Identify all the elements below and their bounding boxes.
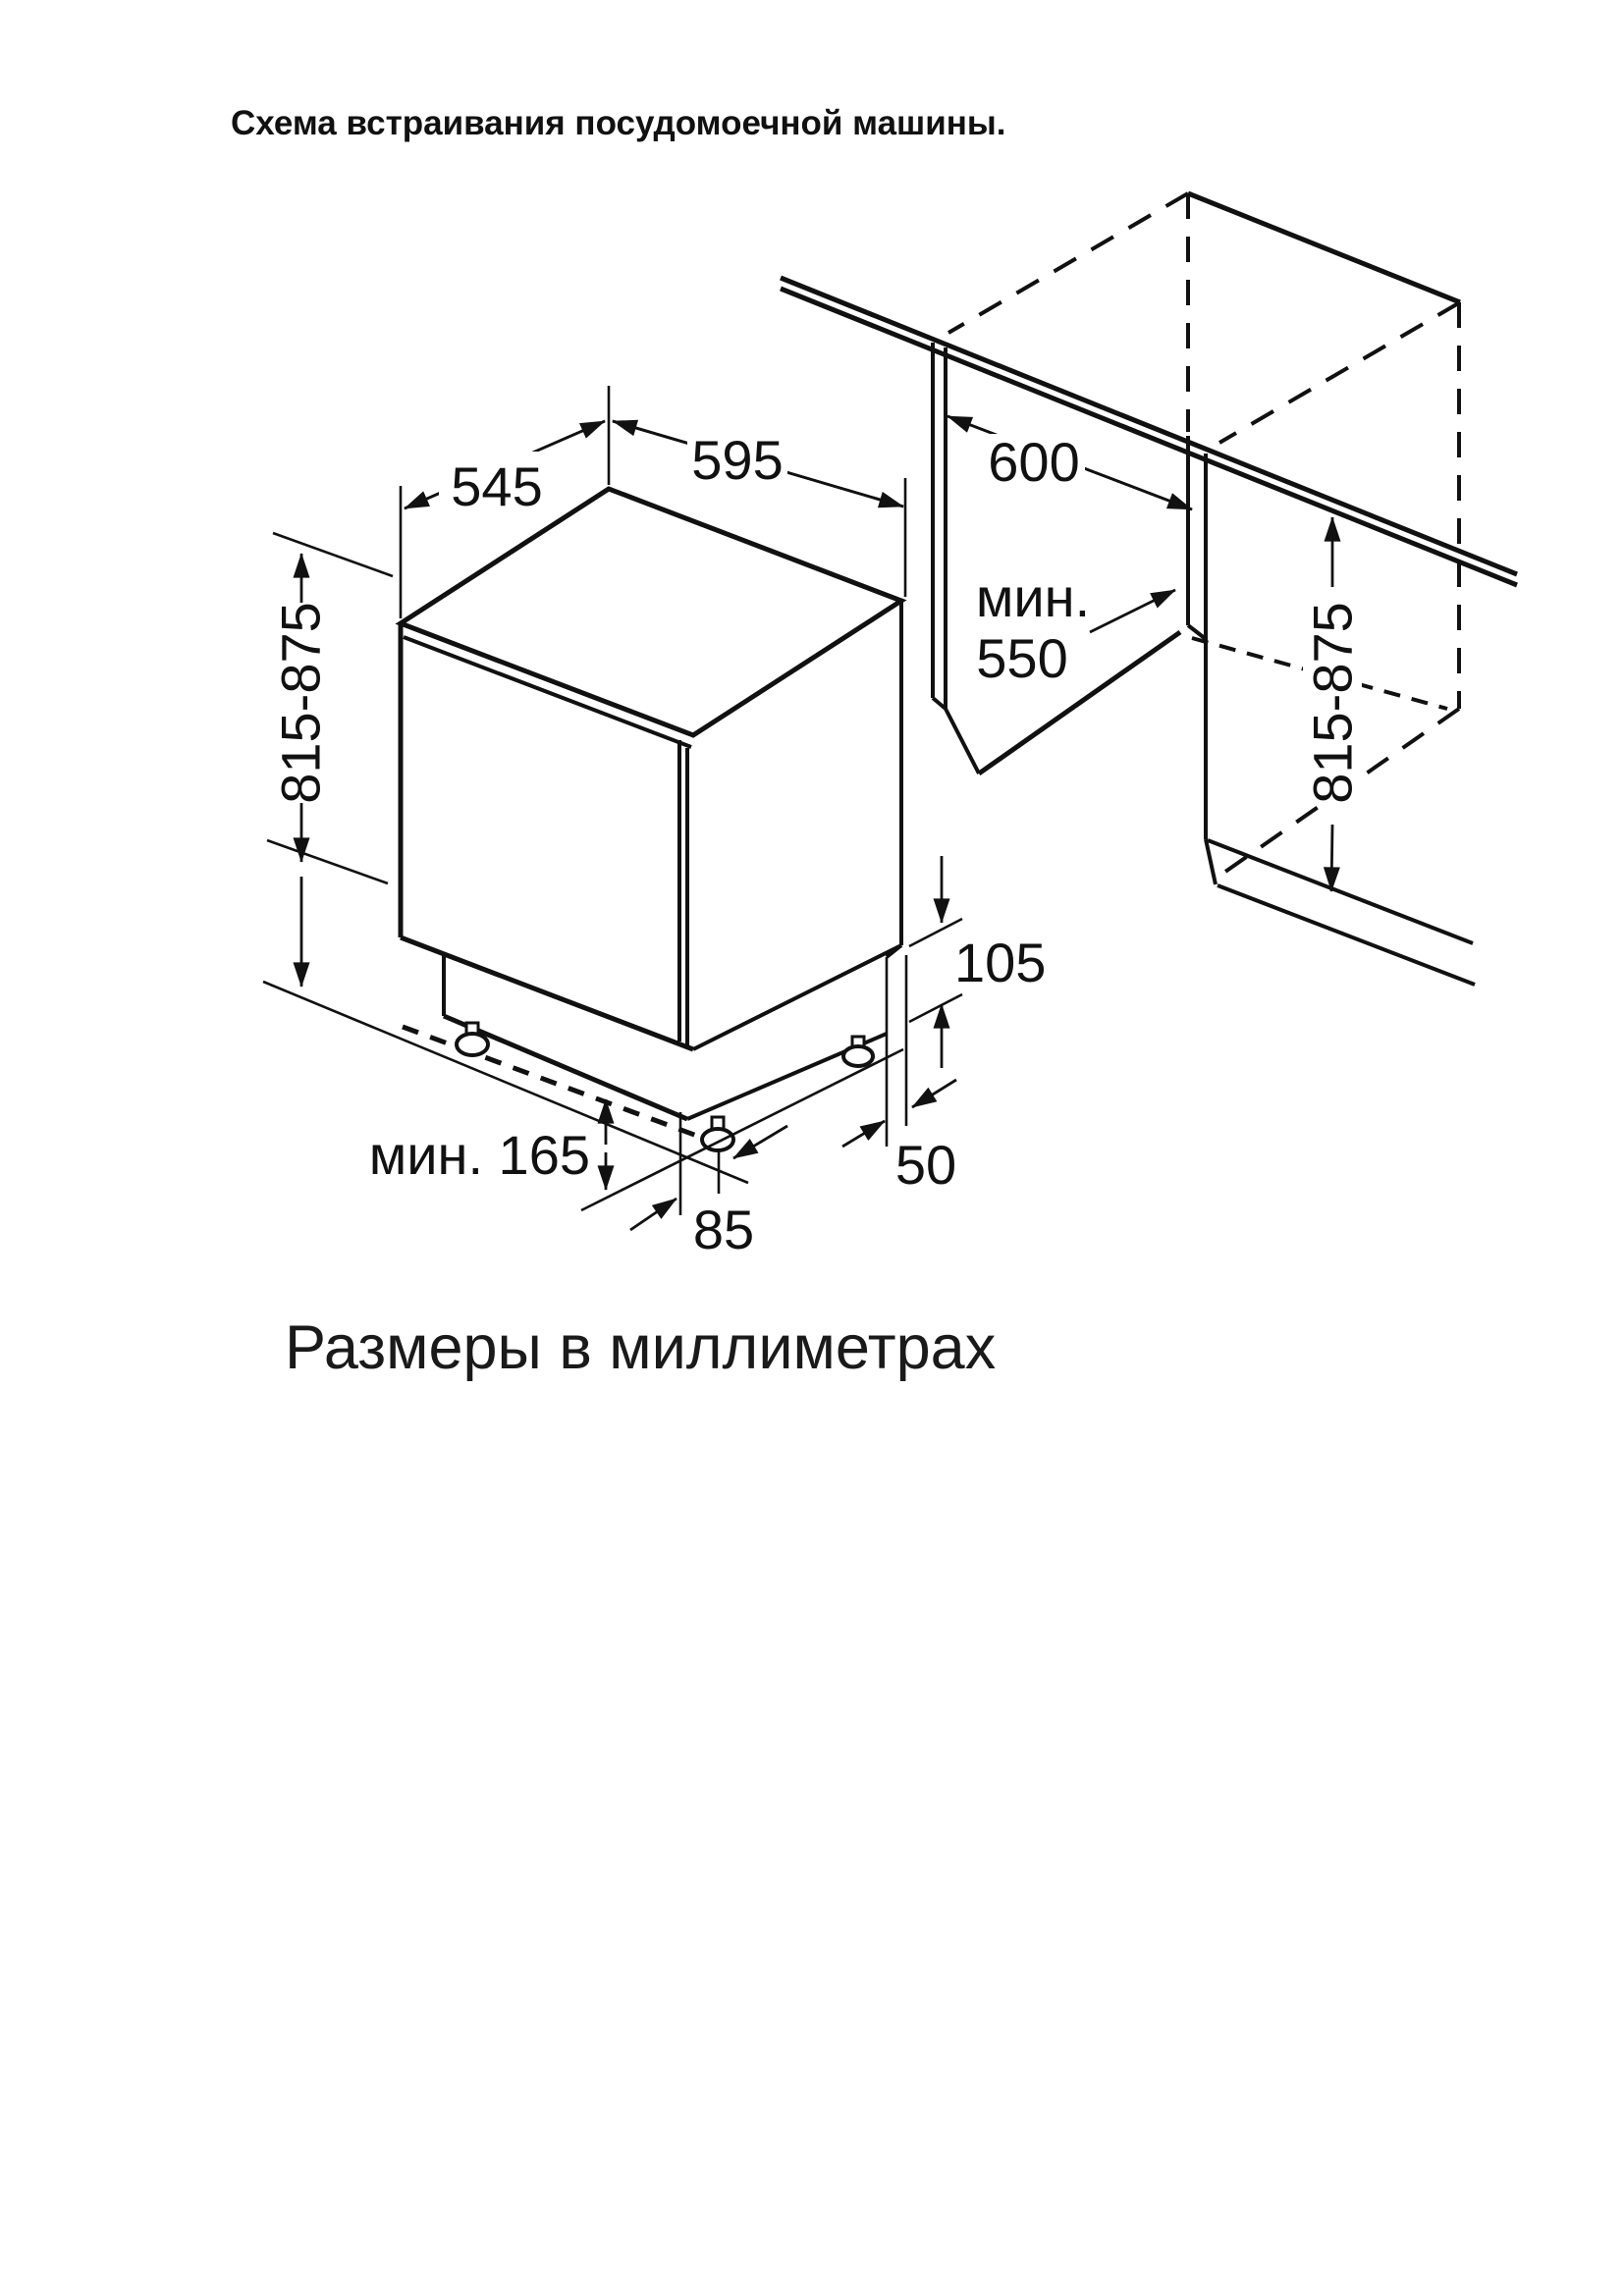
dim-label-base-min: мин. 165 xyxy=(368,1124,590,1186)
plinth-left-edge xyxy=(1206,839,1216,884)
worktop-edge-upper xyxy=(781,278,1517,574)
dw-foot-front-right xyxy=(702,1117,733,1150)
plinth-bottom-edge xyxy=(1218,885,1475,985)
dim-label-rear-clearance: 105 xyxy=(954,932,1047,993)
cabinet-niche-drawing xyxy=(781,193,1517,985)
dim-arrow-height-right-bottom xyxy=(1331,825,1332,891)
dw-side-bottom-edge xyxy=(693,945,901,1049)
plinth-top-edge xyxy=(1208,840,1473,943)
dim-label-plinth-inset: 50 xyxy=(894,1134,957,1196)
dim-label-niche-depth-min: мин. xyxy=(975,566,1091,628)
dw-top-face xyxy=(401,489,901,735)
label-backgrounds xyxy=(269,432,1362,804)
dishwasher-drawing xyxy=(263,489,906,1210)
dw-door-top-inner-edge xyxy=(404,637,691,747)
dim-label-niche-depth-value: 550 xyxy=(976,627,1068,689)
phantom-edge-top-front xyxy=(1219,302,1460,443)
dim-arrow-50-lower xyxy=(842,1121,885,1147)
niche-left-panel-base xyxy=(946,709,979,774)
phantom-edge-top-rear xyxy=(1188,193,1460,302)
dimension-arrows xyxy=(301,416,1332,1230)
dim-arrow-85-left xyxy=(630,1199,677,1230)
dim-label-niche-height-right: 815-875 xyxy=(1301,602,1364,804)
units-caption: Размеры в миллиметрах xyxy=(285,1313,997,1382)
dim-arrow-550 xyxy=(1090,590,1175,632)
dim-label-dw-depth: 545 xyxy=(451,455,543,517)
floor-line-side xyxy=(581,1049,903,1210)
dim-label-dw-width: 595 xyxy=(691,429,784,491)
phantom-edge-top-left xyxy=(948,193,1188,333)
dim-label-dw-height-left: 815-875 xyxy=(269,602,332,804)
niche-right-wall-corner xyxy=(1188,625,1206,639)
dim-label-niche-width: 600 xyxy=(988,431,1080,493)
ext-rear-clearance-bottom xyxy=(909,994,962,1022)
ext-height-mid xyxy=(267,840,388,883)
dim-label-foot-offset: 85 xyxy=(692,1199,755,1260)
dimension-labels xyxy=(270,429,1364,1260)
dw-foot-front-left xyxy=(457,1023,488,1055)
dim-arrow-50-upper xyxy=(912,1080,956,1107)
ext-height-top xyxy=(273,533,393,576)
page-title: Схема встраивания посудомоечной машины. xyxy=(231,104,1006,142)
